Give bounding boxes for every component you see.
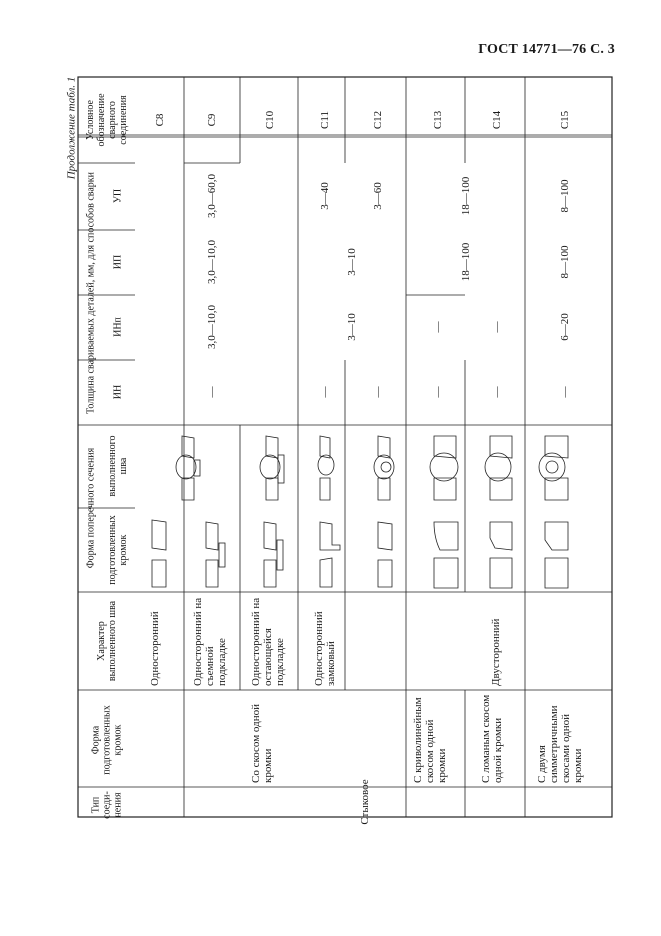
- col-inp-header: ИНп: [112, 317, 124, 337]
- col-form-header: Форма подготовленных кромок: [90, 705, 124, 775]
- col-section-weld-header: выполненного шва: [107, 435, 129, 497]
- c9-inp: 3,0—10,0: [206, 305, 218, 349]
- designation-c9: С9: [206, 113, 218, 127]
- c15-in: —: [559, 386, 571, 398]
- designation-c11: С11: [319, 111, 331, 129]
- c14-inp: —: [491, 321, 503, 333]
- character-3: Односторонний на остающейся подкладке: [250, 597, 286, 686]
- c9-up: 3,0—60,0: [206, 174, 218, 218]
- joint-type: Стыковое: [359, 779, 371, 825]
- c12-in: —: [372, 386, 384, 398]
- character-2: Односторонний на съемной подкладке: [192, 597, 228, 686]
- designation-c15: С15: [559, 110, 571, 130]
- form-1: Со скосом одной кромки: [250, 704, 274, 783]
- c14-in: —: [491, 386, 503, 398]
- designation-c8: С8: [154, 113, 166, 127]
- c11-up: 3—40: [319, 182, 331, 210]
- designation-c12: С12: [372, 110, 384, 130]
- designation-c14: С14: [491, 110, 503, 130]
- c13-in: —: [432, 386, 444, 398]
- c12-ip: 3—10: [346, 248, 358, 276]
- form-2: С криволинейным скосом одной кромки: [412, 697, 448, 783]
- c11-in: —: [319, 386, 331, 398]
- designation-c10: С10: [264, 110, 276, 130]
- c13-up: 18—100: [460, 176, 472, 216]
- character-4: Односторонний замковый: [313, 611, 337, 686]
- col-thickness-header: Толщина свариваемых деталей, мм, для способов сварки: [85, 171, 97, 415]
- c12-up: 3—60: [372, 182, 384, 210]
- designation-c13: С13: [432, 110, 444, 130]
- col-section-prepared-header: подготовленных кромок: [107, 515, 129, 585]
- form-4: С двумя симметричными скосами одной кромки: [536, 705, 584, 783]
- form-3: С ломаным скосом одной кромки: [480, 694, 504, 783]
- page-header: ГОСТ 14771—76 С. 3: [478, 42, 615, 57]
- continuation-label: Продолжение табл. 1: [65, 76, 78, 180]
- col-type-header: Тип соеди-нения: [90, 791, 124, 819]
- character-5: Двусторонний: [490, 618, 502, 686]
- col-character-header: Характер выполненного шва: [96, 600, 118, 682]
- col-ip-header: ИП: [112, 254, 124, 270]
- col-in-header: ИН: [112, 384, 124, 400]
- c15-inp: 6—20: [559, 313, 571, 341]
- c9-ip: 3,0—10,0: [206, 240, 218, 284]
- c13-ip: 18—100: [460, 242, 472, 282]
- c15-up: 8—100: [559, 179, 571, 213]
- col-designation-header: Условное обозначение сварного соединения: [85, 93, 129, 147]
- c12-inp: 3—10: [346, 313, 358, 341]
- c9-in: —: [206, 386, 218, 398]
- character-1: Односторонний: [149, 611, 161, 686]
- c13-inp: —: [432, 321, 444, 333]
- col-up-header: УП: [112, 188, 124, 204]
- c15-ip: 8—100: [559, 245, 571, 279]
- col-section-header: Форма поперечного сечения: [85, 447, 97, 569]
